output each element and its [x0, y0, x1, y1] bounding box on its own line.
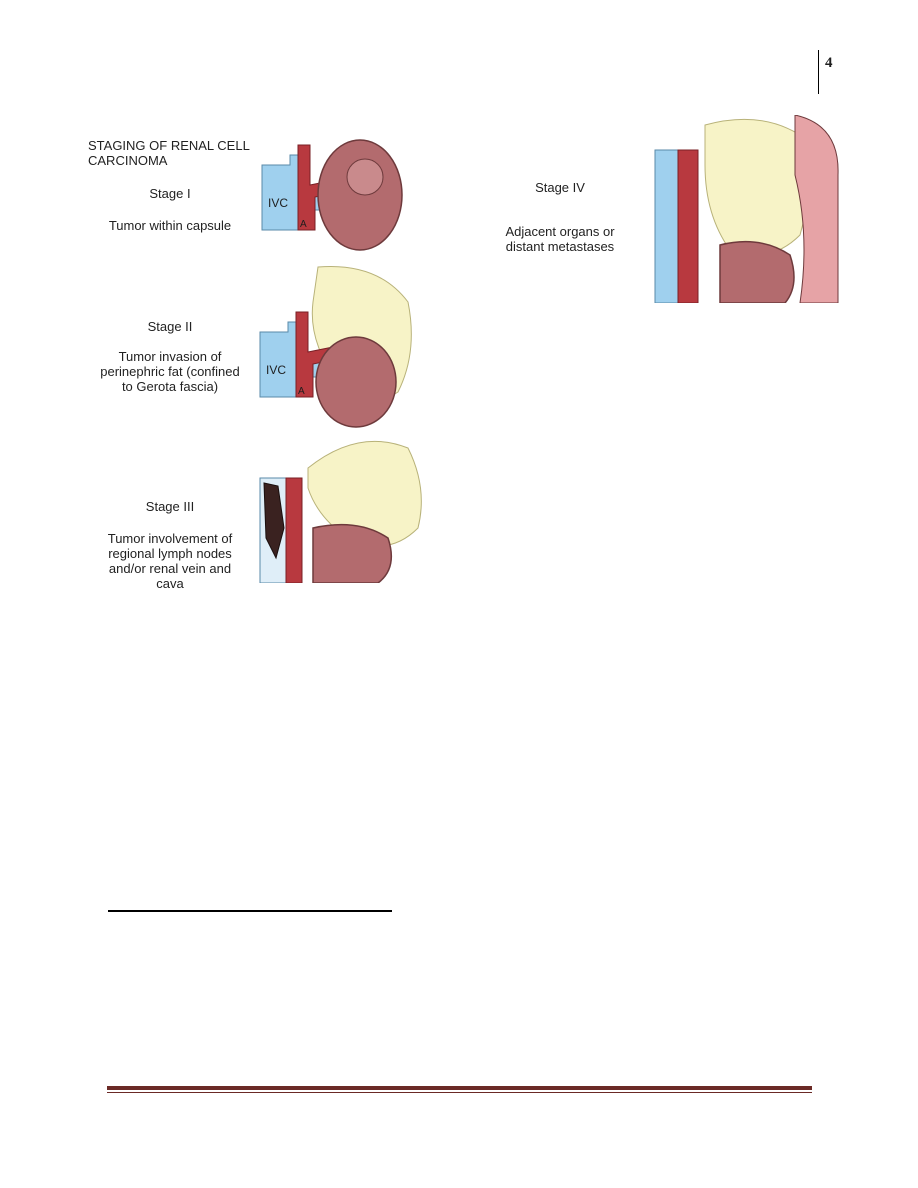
stage-4-illustration	[640, 115, 840, 303]
stage-4-kidney	[720, 242, 794, 303]
stage-4-artery	[678, 150, 698, 303]
stage-1-illustration	[260, 135, 410, 260]
stage-2-title: Stage II	[147, 319, 193, 334]
stage-2-kidney	[316, 337, 396, 427]
stage-3-title: Stage III	[145, 499, 195, 514]
stage-2-ivc-label: IVC	[266, 363, 287, 377]
section-divider	[108, 910, 392, 912]
footer-rule-thin	[107, 1092, 812, 1093]
stage-4-fat	[705, 119, 808, 255]
stage-1-ivc-label: IVC	[268, 196, 289, 210]
stage-3-artery	[286, 478, 302, 583]
stage-3-description: Tumor involvement of regional lymph nodes and/or renal vein and cava	[107, 531, 233, 591]
stage-4-title: Stage IV	[535, 180, 585, 195]
stage-1-title: Stage I	[149, 186, 191, 201]
stage-4-adjacent-organ	[795, 115, 838, 303]
page-number-divider	[818, 50, 819, 94]
stage-1-description: Tumor within capsule	[108, 218, 232, 233]
footer-rule	[107, 1086, 812, 1090]
figure-heading	[88, 138, 258, 168]
stage-2-illustration	[258, 262, 418, 432]
page-number: 4	[825, 55, 833, 71]
stage-3-illustration	[258, 428, 428, 583]
stage-1-artery-label: A	[300, 219, 307, 230]
stage-2-artery-label: A	[298, 386, 305, 397]
figure-heading-text: STAGING OF RENAL CELL CARCINOMA	[88, 138, 250, 168]
stage-3-kidney	[313, 525, 391, 583]
stage-1-kidney	[318, 140, 402, 250]
stage-1-tumor	[347, 159, 383, 195]
stage-4-description: Adjacent organs or distant metastases	[505, 224, 615, 254]
stage-2-description: Tumor invasion of perinephric fat (confined to Gerota fascia)	[100, 349, 240, 394]
